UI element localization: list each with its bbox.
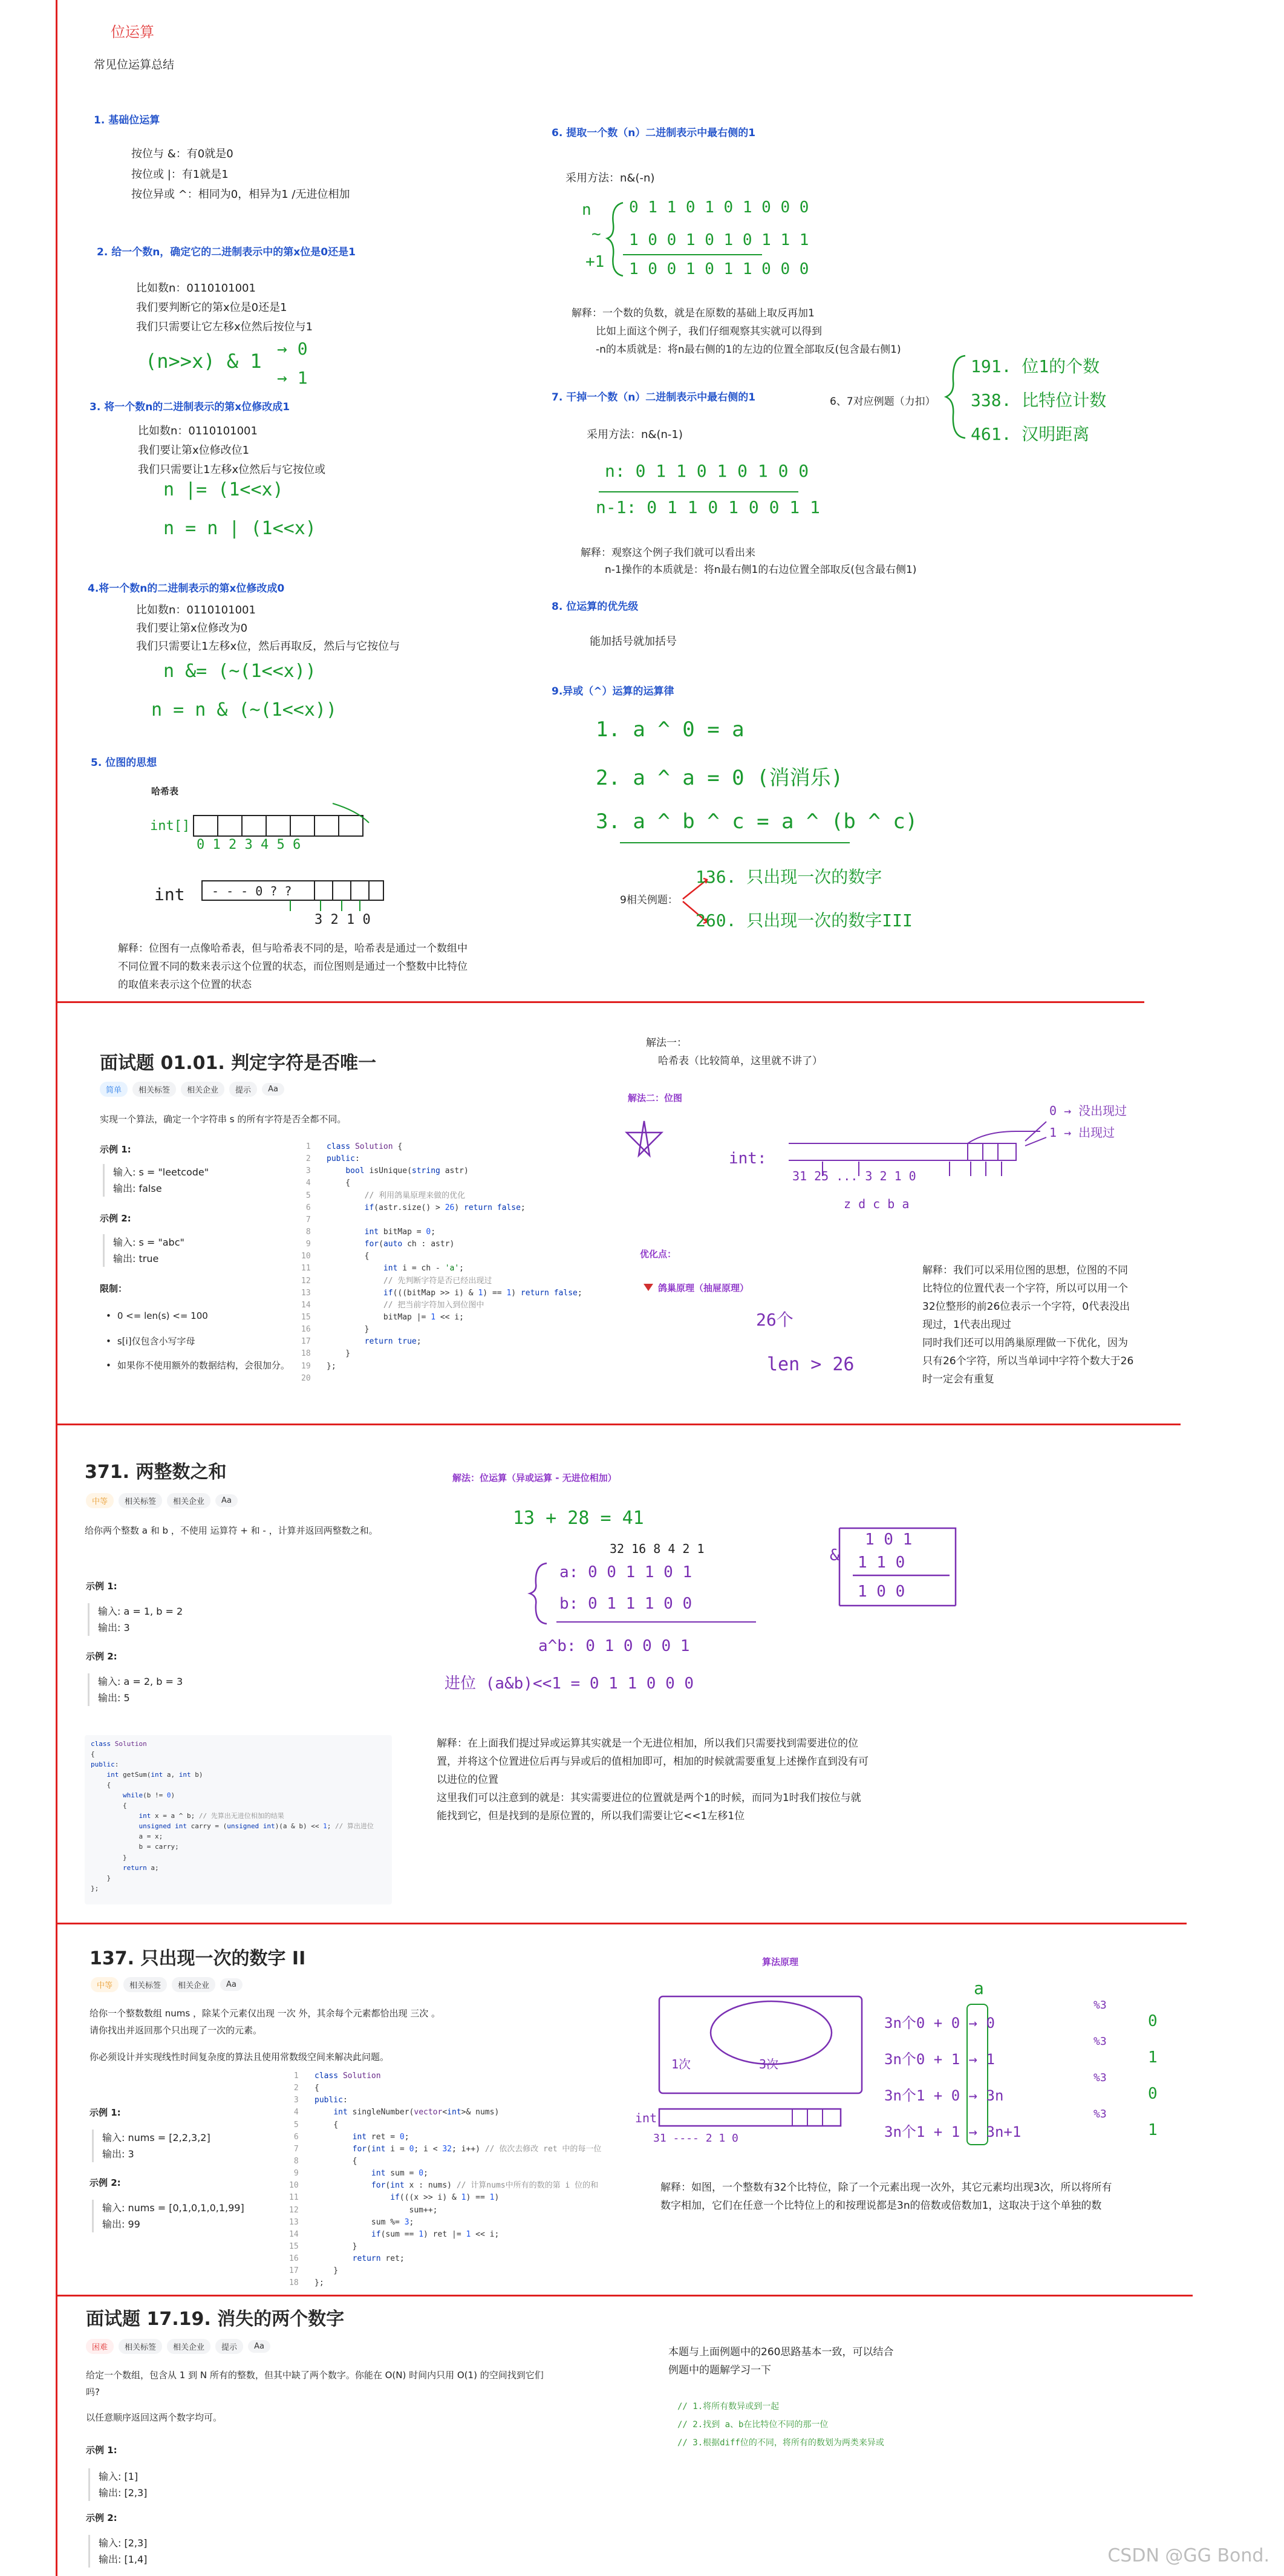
p2-underline xyxy=(556,1621,756,1623)
p2-brace-sketch xyxy=(526,1560,550,1626)
sec2-line: 我们要判断它的第x位是0还是1 xyxy=(136,301,287,314)
sec4-handwriting: n = n & (~(1<<x)) xyxy=(151,699,337,721)
p2-hw-carry: 进位 (a&b)<<1 = 0 1 1 0 0 0 xyxy=(445,1675,694,1693)
p2-ex2-box xyxy=(88,1673,183,1706)
sec7-method: 采用方法：n&(n-1) xyxy=(587,428,683,441)
p3-title: 137. 只出现一次的数字 II xyxy=(90,1948,306,1969)
svg-text:int: int xyxy=(635,2111,657,2125)
p3-row: 3n个1 + 1 → 3n+1 xyxy=(884,2123,1022,2140)
red-divider-3 xyxy=(56,1923,1187,1924)
sec6-brace-sketch xyxy=(605,200,629,278)
p3-code-block: class Solution { public: int singleNumber(vector<int>& nums) { int ret = 0; for(int i = 0; i < 32; i++) // 依次去修改 ret 中的每一位 { int sum = 0; for(int x : nums) // 计算nums中所有的数的第 i 位的和 if(((x >> i) & 1) == 1) sum++; sum %= 3; if(sum == 1) ret |= 1 << i; } return ret; } }; xyxy=(308,2067,617,2293)
p2-title: 371. 两整数之和 xyxy=(85,1462,227,1483)
p4-ex2-output: 输出: [1,4] xyxy=(99,2554,148,2566)
p2-hw-a: a: 0 0 1 1 0 1 xyxy=(559,1563,693,1581)
p4-ex2-input: 输入: [2,3] xyxy=(99,2537,148,2549)
p2-hw-xor: a^b: 0 1 0 0 0 1 xyxy=(538,1637,690,1655)
p1-code-line-numbers: 1 2 3 4 5 6 7 8 9 10 11 12 13 14 15 16 17 18 19 20 xyxy=(301,1142,311,1383)
p1-note: 同时我们还可以用鸽巢原理做一下优化，因为 xyxy=(922,1337,1128,1349)
red-divider-4 xyxy=(56,2295,1193,2296)
p1-tag-companies[interactable]: 相关企业 xyxy=(181,1082,224,1097)
sec4-heading: 4.将一个数n的二进制表示的第x位修改成0 xyxy=(88,583,285,595)
sec6-note: 比如上面这个例子，我们仔细观察其实就可以得到 xyxy=(596,325,822,338)
p1-pigeon-icon xyxy=(644,1284,653,1291)
p3-mod: %3 xyxy=(1093,1999,1107,2012)
sec5-bits-row: 3 2 1 0 xyxy=(314,912,371,927)
p4-ex2-heading: 示例 2: xyxy=(86,2512,117,2523)
p1-pigeon-heading: 鸽巢原理（抽屉原理） xyxy=(658,1283,749,1293)
p2-note: 这里我们可以注意到的就是：其实需要进位的位置就是两个1的时候，而同为1时我们按位与就 xyxy=(437,1792,861,1804)
sec6-heading: 6. 提取一个数（n）二进制表示中最右侧的1 xyxy=(552,127,756,139)
sec3-line: 我们只需要让1左移x位然后与它按位或 xyxy=(138,463,326,476)
p1-ex2-output: 输出: true xyxy=(113,1253,159,1265)
sec7-underline xyxy=(599,491,798,492)
red-divider-2 xyxy=(56,1424,1181,1425)
p1-title: 面试题 01.01. 判定字符是否唯一 xyxy=(100,1053,377,1074)
sec6-label-plus1: +1 xyxy=(585,253,605,271)
p1-label-seen: 1 → 出现过 xyxy=(1049,1125,1115,1140)
p2-box-row: 1 0 1 xyxy=(865,1531,913,1549)
p2-box-row: 1 0 0 xyxy=(858,1583,905,1601)
sec3-handwriting: n = n | (1<<x) xyxy=(163,518,316,539)
p4-note: 例题中的题解学习一下 xyxy=(668,2364,771,2376)
p2-tag-difficulty[interactable]: 中等 xyxy=(86,1493,114,1508)
sec2-handwriting-zero: → 0 xyxy=(277,339,308,359)
p2-hw-b: b: 0 1 1 1 0 0 xyxy=(559,1595,693,1613)
red-divider-1 xyxy=(56,1001,1144,1003)
p4-ex1-input: 输入: [1] xyxy=(99,2471,139,2482)
p3-result: 1 xyxy=(1148,2048,1158,2067)
sec9-heading: 9.异或（^）运算的运算律 xyxy=(552,685,674,698)
p3-ex2-heading: 示例 2: xyxy=(90,2177,121,2188)
p1-hw-26: 26个 xyxy=(756,1310,794,1330)
p2-ex1-box xyxy=(88,1603,183,1636)
sec2-line: 比如数n：0110101001 xyxy=(136,282,256,295)
p2-sol-heading: 解法：位运算（异或运算 - 无进位相加） xyxy=(452,1473,617,1483)
sec3-line: 比如数n：0110101001 xyxy=(138,425,258,437)
svg-text:31 ---- 2 1 0: 31 ---- 2 1 0 xyxy=(653,2132,738,2145)
p1-ex1-input: 输入: s = "leetcode" xyxy=(113,1166,209,1178)
sec5-heading: 5. 位图的思想 xyxy=(91,757,157,769)
p3-tag-topics[interactable]: 相关标签 xyxy=(123,1977,167,1992)
p3-note: 解释：如图，一个整数有32个比特位，除了一个元素出现一次外，其它元素均出现3次，所以将所有 xyxy=(660,2182,1112,2194)
p3-result: 0 xyxy=(1148,2085,1158,2103)
p4-ex1-heading: 示例 1: xyxy=(86,2445,117,2456)
p1-sol1-text: 哈希表（比较简单，这里就不讲了） xyxy=(658,1055,823,1067)
p1-int-label: int: xyxy=(729,1149,767,1168)
sec6-label-n: n xyxy=(582,201,591,219)
sec7-note: 解释：观察这个例子我们就可以看出来 xyxy=(581,547,755,559)
sec6-underline xyxy=(623,254,762,255)
p3-ex2-box xyxy=(92,2200,244,2232)
sec2-handwriting: (n>>x) & 1 xyxy=(145,350,262,373)
p3-tag-companies[interactable]: 相关企业 xyxy=(172,1977,215,1992)
page-subtitle: 常见位运算总结 xyxy=(94,58,175,71)
p1-note: 现过，1代表出现过 xyxy=(922,1319,1011,1331)
p2-box-row: 1 1 0 xyxy=(858,1554,905,1572)
sec9-law: 3. a ^ b ^ c = a ^ (b ^ c) xyxy=(596,809,918,834)
sec5-note: 解释：位图有一点像哈希表，但与哈希表不同的是，哈希表是通过一个数组中 xyxy=(118,943,468,955)
p1-hw-len: len > 26 xyxy=(767,1354,855,1375)
sec9-example: 136. 只出现一次的数字 xyxy=(696,867,882,887)
sec2-line: 我们只需要让它左移x位然后按位与1 xyxy=(136,321,313,333)
sec7-example: 191. 位1的个数 xyxy=(971,356,1100,376)
sec7-note: n-1操作的本质就是：将n最右侧1的右边位置全部取反(包含最右侧1) xyxy=(605,564,917,576)
p2-hw-weights: 32 16 8 4 2 1 xyxy=(610,1541,705,1556)
sec8-heading: 8. 位运算的优先级 xyxy=(552,601,639,613)
p4-ex1-output: 输出: [2,3] xyxy=(99,2487,148,2499)
sec5-note: 的取值来表示这个位置的状态 xyxy=(118,979,252,991)
sec1-line: 按位与 &：有0就是0 xyxy=(131,148,233,160)
p3-ex1-heading: 示例 1: xyxy=(90,2107,121,2118)
p3-ex1-box xyxy=(92,2130,210,2162)
p3-desc: 请你找出并返回那个只出现了一次的元素。 xyxy=(90,2025,262,2036)
bitmap-int-sketch xyxy=(200,876,405,912)
red-frame-left xyxy=(56,0,57,2576)
sec6-note: -n的本质就是：将n最右侧的1的左边的位置全部取反(包含最右侧1) xyxy=(596,344,901,356)
p4-tags xyxy=(86,2339,270,2354)
p4-step: // 3.根据diff位的不同，将所有的数划为两类来异或 xyxy=(677,2438,884,2448)
p2-ex2-output: 输出: 5 xyxy=(98,1692,130,1704)
p1-tag-hint[interactable]: 提示 xyxy=(229,1082,257,1097)
sec6-label-not: ~ xyxy=(591,225,601,243)
sec5-int-label: int xyxy=(154,884,185,904)
sec6-bits-neg: 1 0 0 1 0 1 1 0 0 0 xyxy=(629,260,809,278)
p2-ex2-input: 输入: a = 2, b = 3 xyxy=(98,1676,183,1687)
p1-ex1-output: 输出: false xyxy=(113,1183,162,1195)
p1-limit: • s[i]仅包含小写字母 xyxy=(106,1335,195,1347)
p2-code-block: class Solution { public: int getSum(int a, int b) { while(b != 0) { int x = a ^ b; // 先算出无进位相加的结果 unsigned int carry = (unsigned int)(a & b) << 1; // 算出进位 a = x; b = carry; } return a; } }; xyxy=(85,1735,392,1904)
p3-row: 3n个0 + 1 → 1 xyxy=(884,2051,995,2068)
p2-tag-font[interactable]: Aa xyxy=(215,1494,238,1507)
p4-step: // 2.找到 a、b在比特位不同的那一位 xyxy=(677,2420,829,2430)
p3-sol-heading: 算法原理 xyxy=(762,1957,799,1967)
p1-ex2-input: 输入: s = "abc" xyxy=(113,1237,184,1248)
sec3-heading: 3. 将一个数n的二进制表示的第x位修改成1 xyxy=(90,401,290,413)
p3-row: 3n个1 + 0 → 3n xyxy=(884,2087,1004,2104)
p1-opt-heading: 优化点： xyxy=(640,1249,677,1260)
sec8-line: 能加括号就加括号 xyxy=(590,635,677,648)
p3-note: 数字相加，它们在任意一个比特位上的和按理说都是3n的倍数或倍数加1，这取决于这个单独的数 xyxy=(660,2200,1102,2212)
p2-ex1-heading: 示例 1: xyxy=(86,1581,117,1592)
p2-ex1-input: 输入: a = 1, b = 2 xyxy=(98,1606,183,1617)
p1-star-sketch xyxy=(623,1118,665,1160)
p1-note: 比特位的位置代表一个字符，所以可以用一个 xyxy=(922,1283,1128,1295)
sec6-bits-not: 1 0 0 1 0 1 0 1 1 1 xyxy=(629,231,809,249)
p1-tags xyxy=(100,1082,284,1097)
p2-box-op: & xyxy=(830,1546,839,1564)
svg-text:int[]: int[] xyxy=(150,819,191,834)
p4-step: // 1.将所有数异或到一起 xyxy=(677,2402,780,2411)
sec9-underline xyxy=(620,842,850,843)
sec9-examples-label: 9相关例题： xyxy=(620,894,678,906)
p4-title: 面试题 17.19. 消失的两个数字 xyxy=(86,2309,345,2330)
p1-limits-heading: 限制： xyxy=(100,1283,128,1294)
p3-mod: %3 xyxy=(1093,2108,1107,2120)
p1-note: 时一定会有重复 xyxy=(922,1373,994,1385)
sec7-examples-brace xyxy=(943,351,968,442)
p3-desc: 你必须设计并实现线性时间复杂度的算法且使用常数级空间来解决此问题。 xyxy=(90,2051,389,2062)
svg-text:- - - 0 ? ?: - - - 0 ? ? xyxy=(212,884,292,898)
p2-tag-companies[interactable]: 相关企业 xyxy=(167,1493,210,1508)
sec1-heading: 1. 基础位运算 xyxy=(94,114,160,126)
sec5-hash-label: 哈希表 xyxy=(151,786,179,797)
p3-result: 1 xyxy=(1148,2121,1158,2139)
p3-row: 3n个0 + 0 → 0 xyxy=(884,2015,995,2032)
p2-tags xyxy=(86,1493,238,1508)
p4-desc: 以任意顺序返回这两个数字均可。 xyxy=(86,2412,223,2423)
sec9-example: 260. 只出现一次的数字III xyxy=(696,910,913,930)
sec7-example: 338. 比特位计数 xyxy=(971,390,1107,410)
p3-desc: 给你一个整数数组 nums ，除某个元素仅出现 一次 外，其余每个元素都恰出现 三次 。 xyxy=(90,2008,441,2019)
sec7-bits-n: n: 0 1 1 0 1 0 1 0 0 xyxy=(605,461,809,481)
sec6-method: 采用方法：n&(-n) xyxy=(565,172,655,185)
p4-note: 本题与上面例题中的260思路基本一致，可以结合 xyxy=(668,2346,894,2358)
p1-ex1-heading: 示例 1: xyxy=(100,1144,131,1155)
p2-note: 能找到它，但是找到的是原位置的，所以我们需要让它<<1左移1位 xyxy=(437,1810,745,1822)
p3-hw-a: a xyxy=(974,1978,984,1998)
p3-result: 0 xyxy=(1148,2012,1158,2030)
p1-tag-font[interactable]: Aa xyxy=(262,1083,284,1096)
p4-tag-font[interactable]: Aa xyxy=(248,2340,270,2353)
sec9-law: 2. a ^ a = 0 (消消乐) xyxy=(596,766,844,790)
p2-note: 置，并将这个位置进位后再与异或后的值相加即可，相加的时候就需要重复上述操作直到没有可 xyxy=(437,1756,868,1768)
p1-bit-indices: 31 25 ... 3 2 1 0 xyxy=(792,1169,916,1183)
sec5-note: 不同位置不同的数来表示这个位置的状态，而位图则是通过一个整数中比特位 xyxy=(118,961,468,973)
p1-desc: 实现一个算法，确定一个字符串 s 的所有字符是否全都不同。 xyxy=(100,1114,347,1125)
sec7-example: 461. 汉明距离 xyxy=(971,424,1090,444)
p4-tag-difficulty[interactable]: 困难 xyxy=(86,2339,114,2354)
sec4-handwriting: n &= (~(1<<x)) xyxy=(163,661,316,682)
p4-desc: 给定一个数组，包含从 1 到 N 所有的整数，但其中缺了两个数字。你能在 O(N) 时间内只用 O(1) 的空间找到它们 xyxy=(86,2370,544,2381)
p1-bit-letters: z d c b a xyxy=(844,1197,910,1211)
p2-tag-topics[interactable]: 相关标签 xyxy=(119,1493,162,1508)
p2-note: 以进位的位置 xyxy=(437,1774,498,1786)
p1-sol2-heading: 解法二：位图 xyxy=(628,1093,683,1103)
sec3-handwriting: n |= (1<<x) xyxy=(163,479,284,500)
p3-tag-font[interactable]: Aa xyxy=(220,1978,243,1991)
sec4-line: 我们只需要让1左移x位，然后再取反，然后与它按位与 xyxy=(136,640,400,653)
page-title: 位运算 xyxy=(111,24,154,41)
p1-note: 32位整形的前26位表示一个字符，0代表没出 xyxy=(922,1301,1130,1313)
p2-hw-sum: 13 + 28 = 41 xyxy=(513,1508,644,1529)
sec7-bits-n1: n-1: 0 1 1 0 1 0 0 1 1 xyxy=(596,497,820,517)
p3-ex2-input: 输入: nums = [0,1,0,1,0,1,99] xyxy=(102,2202,244,2214)
sec6-bits-n: 0 1 1 0 1 0 1 0 0 0 xyxy=(629,198,809,217)
p1-label-not-seen: 0 → 没出现过 xyxy=(1049,1103,1127,1118)
p2-ex1-output: 输出: 3 xyxy=(98,1622,130,1634)
sec7-heading: 7. 干掉一个数（n）二进制表示中最右侧的1 xyxy=(552,391,756,404)
p1-tag-difficulty[interactable]: 简单 xyxy=(100,1082,128,1097)
p4-tag-companies[interactable]: 相关企业 xyxy=(167,2339,210,2354)
p2-ex2-heading: 示例 2: xyxy=(86,1651,117,1662)
sec1-line: 按位异或 ^：相同为0，相异为1 /无进位相加 xyxy=(131,188,350,201)
sec4-line: 我们要让第x位修改为0 xyxy=(136,622,248,635)
p4-ex2-box xyxy=(88,2535,147,2568)
p3-ex1-input: 输入: nums = [2,2,3,2] xyxy=(102,2132,210,2143)
p4-desc: 吗? xyxy=(86,2387,100,2398)
sec9-law: 1. a ^ 0 = a xyxy=(596,718,745,742)
sec6-note: 解释：一个数的负数，就是在原数的基础上取反再加1 xyxy=(572,307,815,319)
p3-ex2-output: 输出: 99 xyxy=(102,2218,140,2231)
sec5-index-row: 0 1 2 3 4 5 6 xyxy=(197,837,301,852)
p1-ex1-box xyxy=(103,1164,209,1197)
p3-set-thrice: 3次 xyxy=(759,2057,779,2071)
p3-set-once: 1次 xyxy=(671,2057,691,2071)
p3-ex1-output: 输出: 3 xyxy=(102,2148,134,2160)
sec2-handwriting-one: → 1 xyxy=(277,368,308,388)
p3-mod: %3 xyxy=(1093,2035,1107,2048)
p2-desc: 给你两个整数 a 和 b ，不使用 运算符 + 和 - ，计算并返回两整数之和。 xyxy=(85,1525,378,1536)
p4-ex1-box xyxy=(88,2468,147,2501)
csdn-watermark: CSDN @GG Bond. xyxy=(1107,2545,1269,2566)
p1-limit: • 0 <= len(s) <= 100 xyxy=(106,1310,208,1321)
p4-tag-topics[interactable]: 相关标签 xyxy=(119,2339,162,2354)
p1-sol1-label: 解法一： xyxy=(646,1037,687,1049)
sec7-examples-label: 6、7对应例题（力扣） xyxy=(830,396,936,408)
p1-ex2-box xyxy=(103,1234,184,1267)
p2-note: 解释：在上面我们提过异或运算其实就是一个无进位相加，所以我们只需要找到需要进位的位 xyxy=(437,1737,858,1750)
p3-code-line-numbers: 1 2 3 4 5 6 7 8 9 10 11 12 13 14 15 16 17 18 xyxy=(289,2071,299,2288)
sec4-line: 比如数n：0110101001 xyxy=(136,604,256,616)
p1-note: 解释：我们可以采用位图的思想，位图的不同 xyxy=(922,1264,1128,1277)
p3-mod: %3 xyxy=(1093,2071,1107,2084)
sec2-heading: 2. 给一个数n，确定它的二进制表示中的第x位是0还是1 xyxy=(97,246,356,258)
p4-tag-hint[interactable]: 提示 xyxy=(215,2339,243,2354)
p3-tags xyxy=(91,1977,243,1992)
p1-limit: • 如果你不使用额外的数据结构，会很加分。 xyxy=(106,1359,290,1371)
p1-note: 只有26个字符，所以当单词中字符个数大于26 xyxy=(922,1355,1134,1367)
p1-code-block: class Solution { public: bool isUnique(string astr) { // 利用鸽巢原理来做的优化 if(astr.size() > 26) return false; int bitMap = 0; for(auto ch : astr) { int i = ch - 'a'; // 先判断字符是否已经出现过 if(((bitMap >> i) & 1) == 1) return false; // 把当前字符加入到位图中 bitMap |= 1 << i; } return true; } }; xyxy=(321,1137,623,1376)
sec3-line: 我们要让第x位修改位1 xyxy=(138,444,250,457)
p3-tag-difficulty[interactable]: 中等 xyxy=(91,1977,119,1992)
p1-tag-topics[interactable]: 相关标签 xyxy=(132,1082,176,1097)
p1-ex2-heading: 示例 2: xyxy=(100,1213,131,1224)
sec1-line: 按位或 |：有1就是1 xyxy=(131,168,229,181)
